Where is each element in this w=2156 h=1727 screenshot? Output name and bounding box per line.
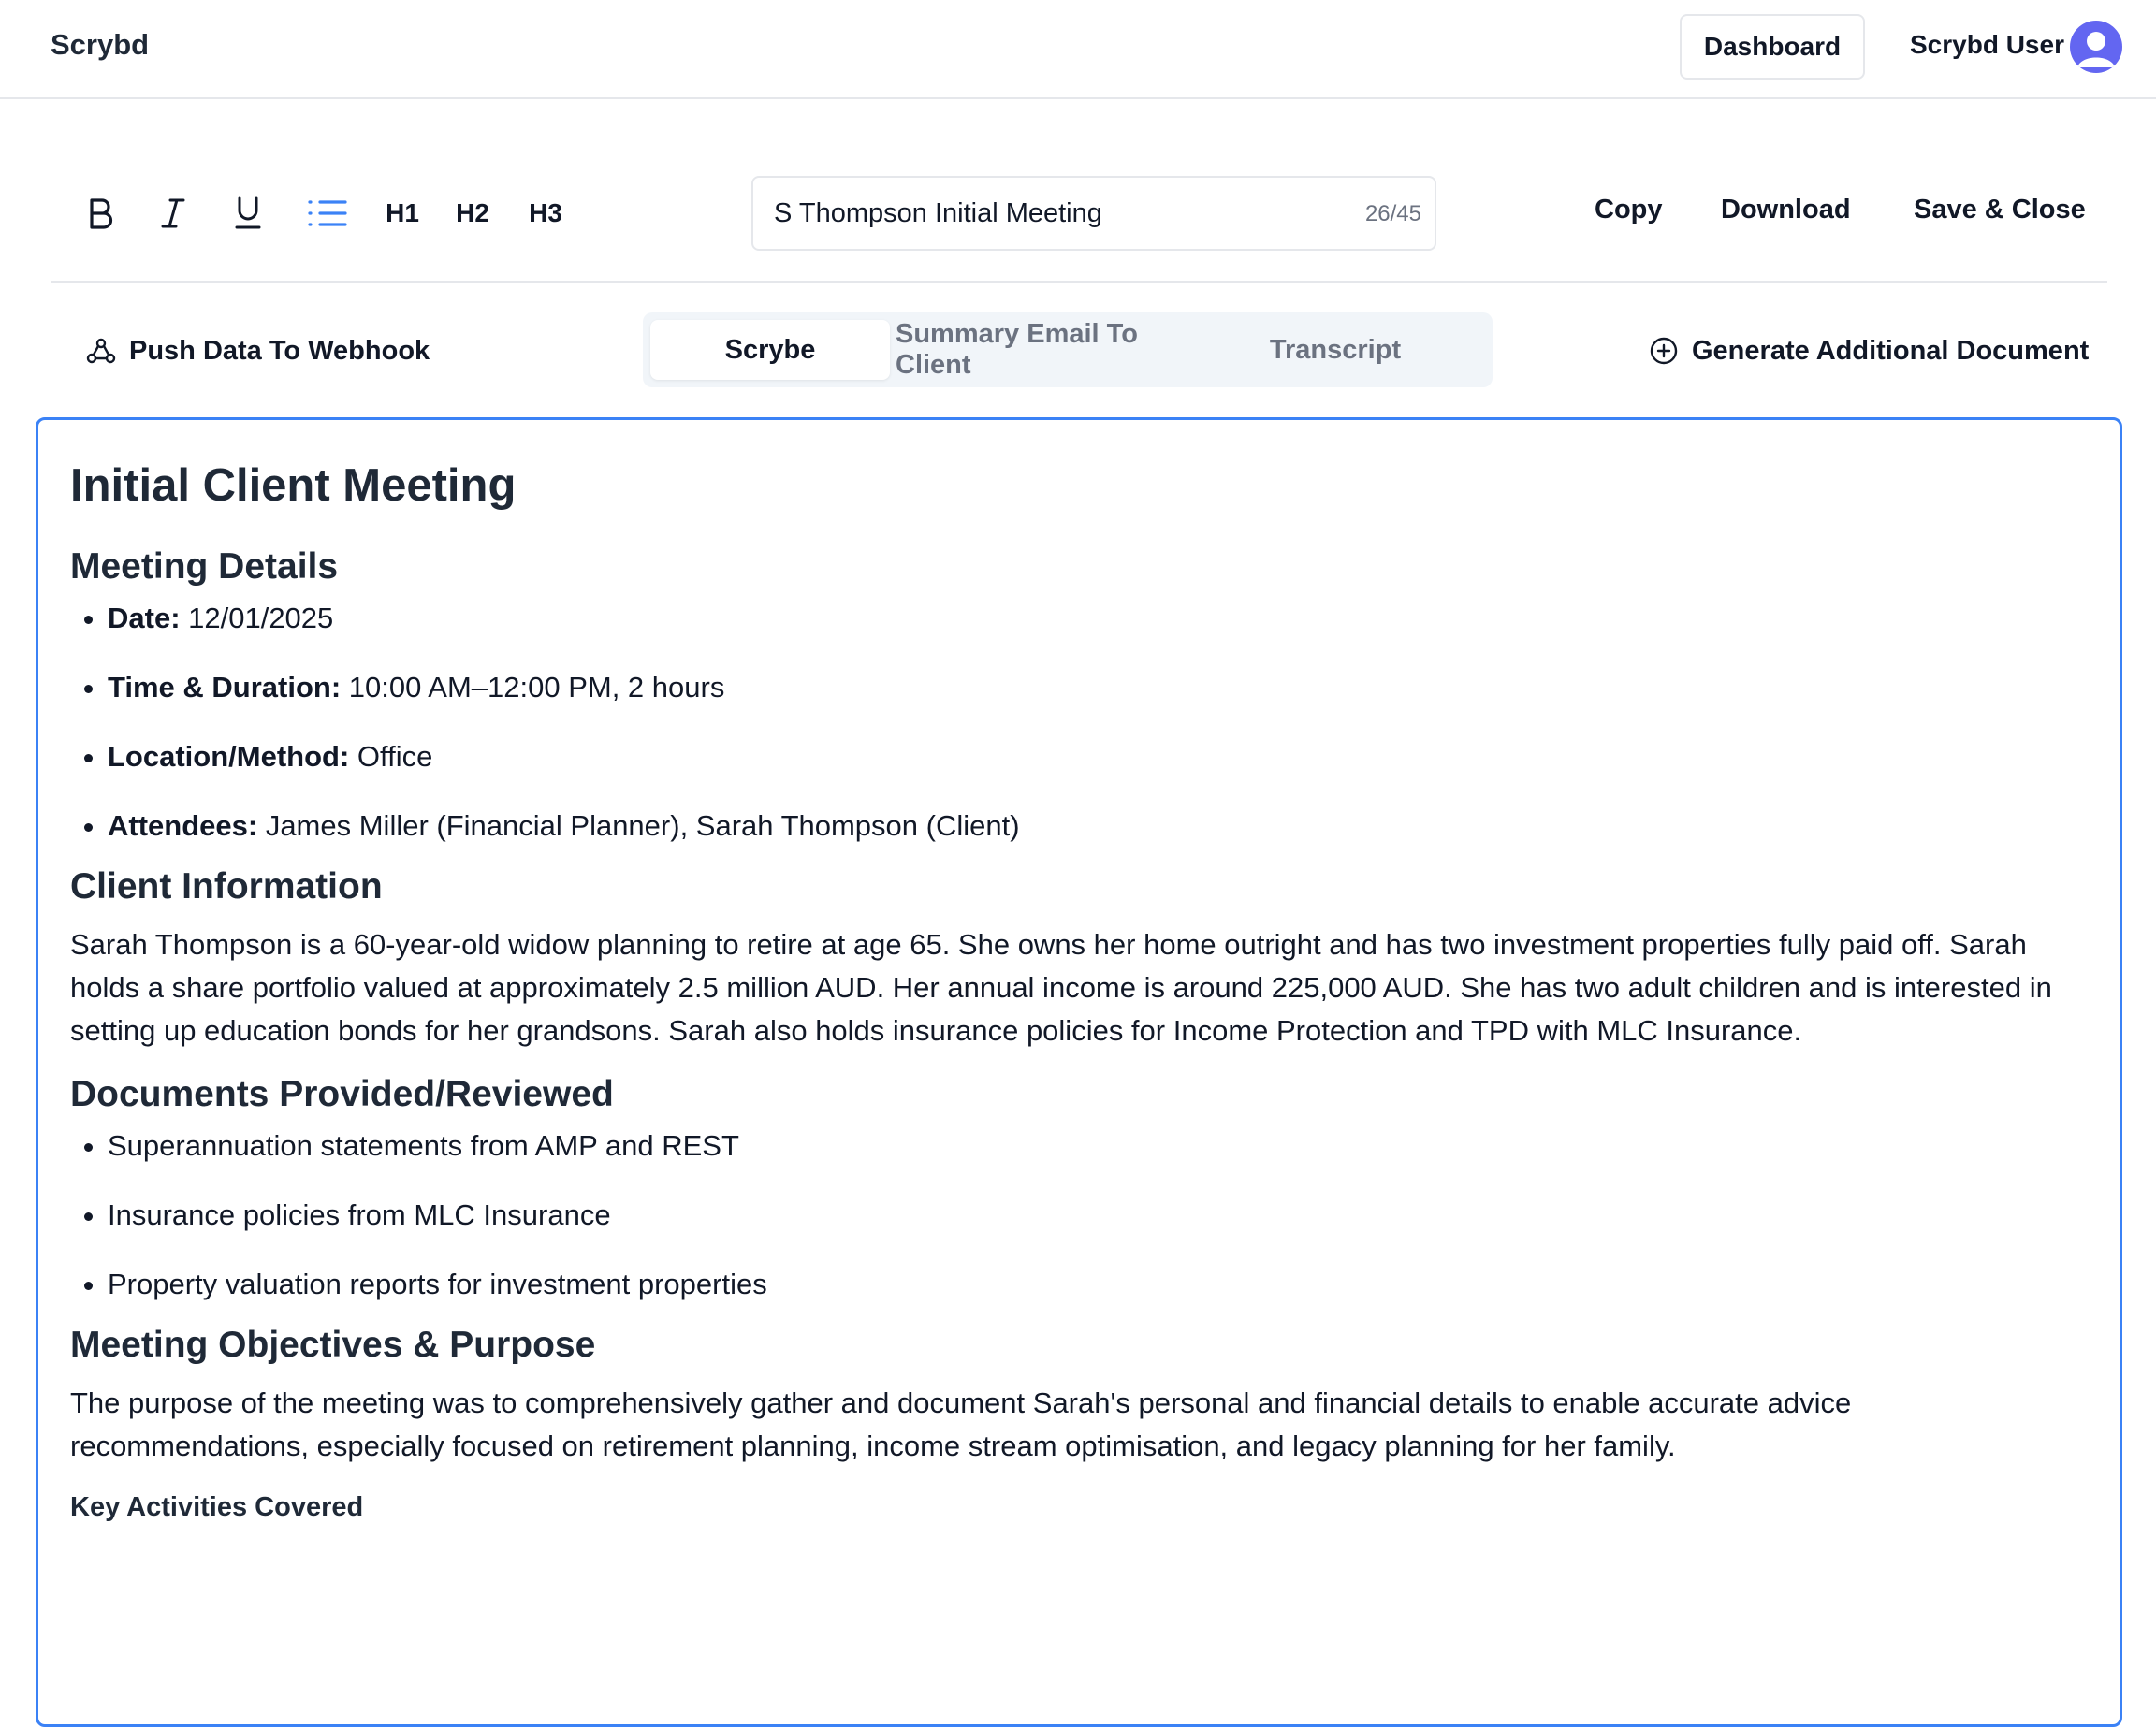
documents-list <box>70 1127 2088 1303</box>
generate-document-label: Generate Additional Document <box>1692 335 2090 366</box>
list-item: • Property valuation reports for investment properties <box>108 1266 2088 1303</box>
generate-document-button[interactable] <box>1649 327 2089 374</box>
tab-scrybe[interactable]: Scrybe <box>650 320 890 380</box>
list-item: • Superannuation statements from AMP and REST <box>108 1127 2088 1165</box>
bullet-list-button[interactable] <box>301 185 354 241</box>
document-editor[interactable] <box>36 417 2122 1727</box>
heading-documents: Documents Provided/Reviewed <box>70 1074 614 1114</box>
heading-meeting-details: Meeting Details <box>70 546 339 587</box>
user-avatar-icon[interactable] <box>2070 21 2122 73</box>
list-item: • Time & Duration: 10:00 AM–12:00 PM, 2 hours <box>108 669 2088 706</box>
webhook-icon <box>86 336 116 366</box>
italic-icon <box>159 196 187 230</box>
user-name[interactable]: Scrybd User <box>1910 30 2064 59</box>
push-webhook-button[interactable] <box>86 327 430 374</box>
title-char-count: 26/45 <box>1364 201 1421 226</box>
save-close-button[interactable]: Save & Close <box>1914 195 2086 225</box>
bold-button[interactable] <box>77 185 124 241</box>
client-information-text: Sarah Thompson is a 60-year-old widow planning to retire at age 65. She owns her home outright and has two investment properties fully paid off. Sarah holds a share portfolio valued at approximately 2.5 million AUD. Her annual income is around 225,000 AUD. She has two adult children and is interested in setting up education bonds for her grandsons. Sarah also holds insurance policies for Income Protection and TPD with MLC Insurance. <box>70 928 2052 1047</box>
copy-button[interactable]: Copy <box>1595 195 1663 225</box>
document-title: Initial Client Meeting <box>70 460 517 511</box>
tab-transcript[interactable]: Transcript <box>1269 334 1402 365</box>
bullet-list-icon <box>307 197 348 229</box>
document-title-field[interactable] <box>751 176 1436 251</box>
push-webhook-label: Push Data To Webhook <box>129 335 430 366</box>
list-item: • Date: 12/01/2025 <box>108 600 2088 637</box>
objectives-text: The purpose of the meeting was to comprehensively gather and document Sarah's personal and financial details to enable accurate advice recommendations, especially focused on retirement planning, income stream optimisation, and legacy planning for her family. <box>70 1386 1852 1462</box>
toolbar-divider <box>51 281 2107 283</box>
underline-icon <box>233 196 263 231</box>
heading-3-button[interactable]: H3 <box>529 198 562 227</box>
heading-objectives: Meeting Objectives & Purpose <box>70 1325 596 1365</box>
dashboard-button[interactable]: Dashboard <box>1680 14 1865 80</box>
plus-circle-icon <box>1649 336 1679 366</box>
document-title-input[interactable] <box>774 178 1298 249</box>
bold-icon <box>86 196 114 230</box>
top-navbar <box>0 0 2156 99</box>
list-item: • Location/Method: Office <box>108 738 2088 776</box>
heading-key-activities: Key Activities Covered <box>70 1492 364 1522</box>
italic-button[interactable] <box>150 185 197 241</box>
brand-logo-text[interactable]: Scrybd <box>51 28 150 61</box>
heading-2-button[interactable]: H2 <box>456 198 489 227</box>
download-button[interactable]: Download <box>1721 195 1851 225</box>
underline-button[interactable] <box>225 185 271 241</box>
tab-summary-email[interactable]: Summary Email To Client <box>896 319 1138 380</box>
list-item: • Attendees: James Miller (Financial Planner), Sarah Thompson (Client) <box>108 807 2088 845</box>
heading-client-information: Client Information <box>70 866 383 907</box>
list-item: • Insurance policies from MLC Insurance <box>108 1197 2088 1234</box>
document-tabs <box>643 312 1493 387</box>
heading-1-button[interactable]: H1 <box>386 198 419 227</box>
meeting-details-list <box>70 600 2088 845</box>
